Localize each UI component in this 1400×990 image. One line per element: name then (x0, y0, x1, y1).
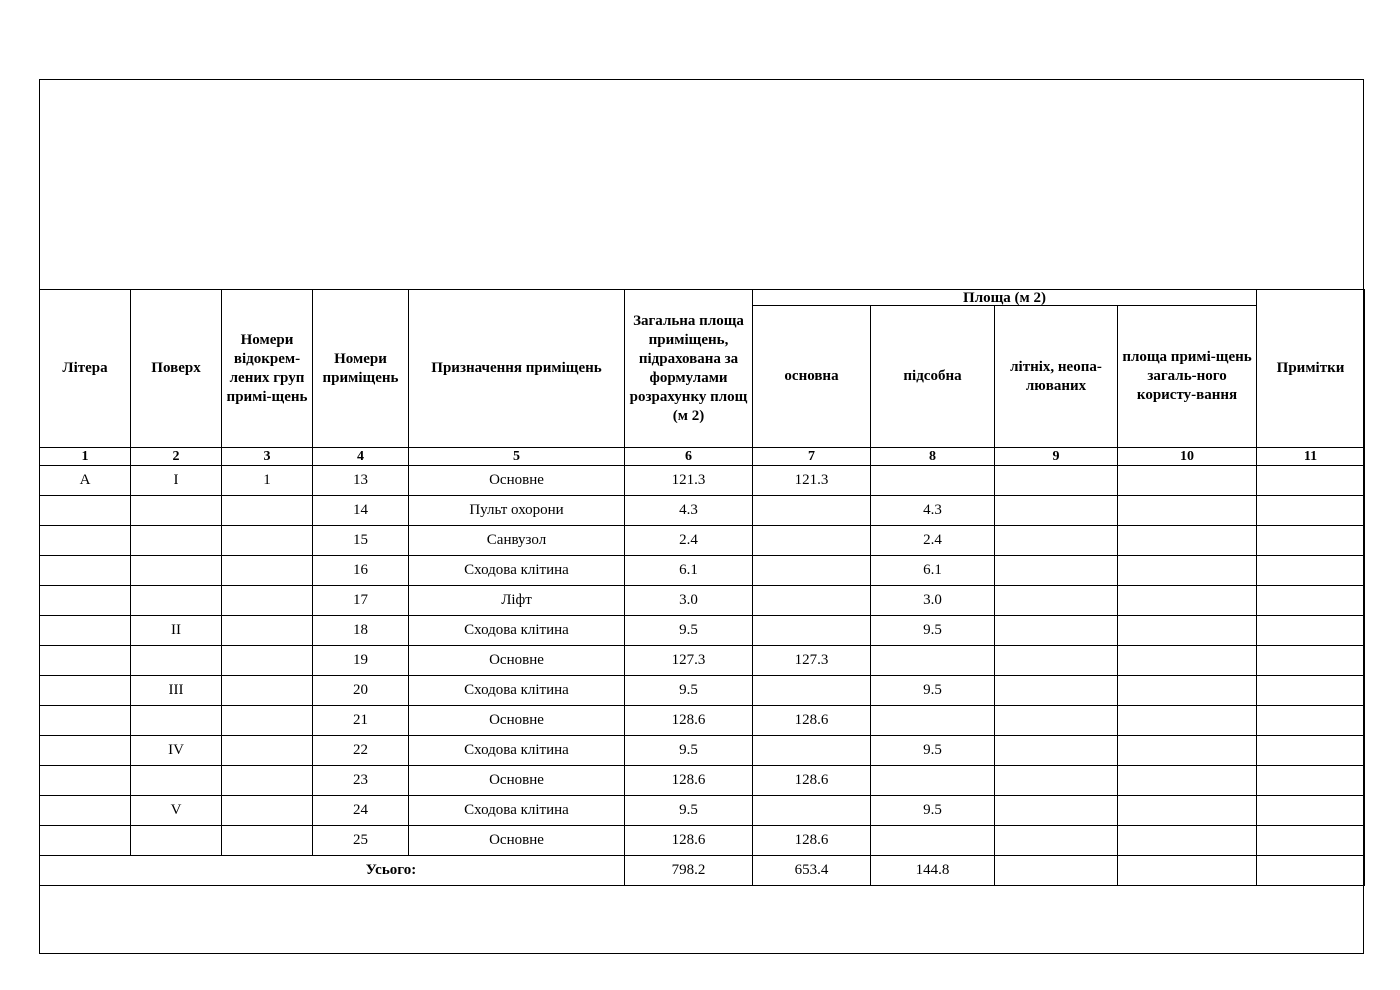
column-number: 1 (40, 448, 131, 466)
cell-room-number: 15 (313, 526, 409, 556)
cell-purpose: Сходова клітина (409, 736, 625, 766)
cell-purpose: Основне (409, 466, 625, 496)
cell-main-area: 121.3 (753, 466, 871, 496)
cell-poverkh: IV (131, 736, 222, 766)
total-auxiliary-area: 144.8 (871, 856, 995, 886)
cell-common-area (1118, 616, 1257, 646)
table-row (40, 466, 1365, 496)
cell-notes (1257, 526, 1365, 556)
total-general-area: 798.2 (625, 856, 753, 886)
total-unheated-area (995, 856, 1118, 886)
cell-purpose: Ліфт (409, 586, 625, 616)
cell-main-area (753, 496, 871, 526)
total-notes (1257, 856, 1365, 886)
cell-auxiliary-area: 6.1 (871, 556, 995, 586)
cell-auxiliary-area (871, 646, 995, 676)
cell-total-area: 9.5 (625, 676, 753, 706)
cell-common-area (1118, 556, 1257, 586)
cell-total-area: 9.5 (625, 796, 753, 826)
cell-unheated-area (995, 556, 1118, 586)
table-row (40, 526, 1365, 556)
header-poverkh: Поверх (131, 290, 222, 448)
cell-main-area (753, 556, 871, 586)
column-number: 6 (625, 448, 753, 466)
table-row (40, 496, 1365, 526)
cell-group-number (222, 496, 313, 526)
cell-group-number (222, 526, 313, 556)
cell-common-area (1118, 526, 1257, 556)
cell-litera (40, 826, 131, 856)
cell-auxiliary-area (871, 706, 995, 736)
cell-poverkh (131, 826, 222, 856)
cell-notes (1257, 676, 1365, 706)
cell-auxiliary-area: 2.4 (871, 526, 995, 556)
cell-litera (40, 796, 131, 826)
header-group-numbers: Номери відокрем-лених груп примі-щень (222, 290, 313, 448)
cell-litera (40, 646, 131, 676)
cell-purpose: Основне (409, 646, 625, 676)
cell-room-number: 14 (313, 496, 409, 526)
table-row (40, 556, 1365, 586)
cell-auxiliary-area (871, 766, 995, 796)
cell-group-number (222, 586, 313, 616)
header-purpose: Призначення приміщень (409, 290, 625, 448)
cell-unheated-area (995, 616, 1118, 646)
cell-auxiliary-area (871, 466, 995, 496)
cell-main-area: 128.6 (753, 706, 871, 736)
header-auxiliary-area: підсобна (871, 306, 995, 448)
cell-total-area: 128.6 (625, 766, 753, 796)
cell-room-number: 20 (313, 676, 409, 706)
cell-total-area: 3.0 (625, 586, 753, 616)
cell-auxiliary-area: 4.3 (871, 496, 995, 526)
column-number: 7 (753, 448, 871, 466)
cell-litera (40, 766, 131, 796)
cell-unheated-area (995, 496, 1118, 526)
cell-common-area (1118, 766, 1257, 796)
table-row (40, 826, 1365, 856)
cell-litera (40, 496, 131, 526)
table-row (40, 586, 1365, 616)
cell-auxiliary-area: 9.5 (871, 676, 995, 706)
cell-group-number (222, 676, 313, 706)
header-notes: Примітки (1257, 290, 1365, 448)
column-number: 4 (313, 448, 409, 466)
cell-auxiliary-area: 9.5 (871, 616, 995, 646)
cell-notes (1257, 766, 1365, 796)
cell-notes (1257, 496, 1365, 526)
cell-main-area (753, 586, 871, 616)
cell-notes (1257, 586, 1365, 616)
cell-total-area: 127.3 (625, 646, 753, 676)
cell-litera (40, 676, 131, 706)
cell-auxiliary-area (871, 826, 995, 856)
cell-purpose: Сходова клітина (409, 676, 625, 706)
cell-unheated-area (995, 586, 1118, 616)
cell-main-area: 128.6 (753, 826, 871, 856)
cell-main-area (753, 736, 871, 766)
cell-room-number: 23 (313, 766, 409, 796)
table-row (40, 736, 1365, 766)
cell-total-area: 128.6 (625, 826, 753, 856)
total-label: Усього: (40, 856, 625, 886)
header-common-area: площа примі-щень загаль-ного користу-вання (1118, 306, 1257, 448)
cell-notes (1257, 736, 1365, 766)
cell-litera (40, 526, 131, 556)
table-row (40, 796, 1365, 826)
cell-total-area: 121.3 (625, 466, 753, 496)
total-row (40, 856, 1365, 886)
total-main-area: 653.4 (753, 856, 871, 886)
cell-room-number: 24 (313, 796, 409, 826)
cell-purpose: Основне (409, 766, 625, 796)
cell-purpose: Сходова клітина (409, 556, 625, 586)
header-room-numbers: Номери приміщень (313, 290, 409, 448)
cell-unheated-area (995, 526, 1118, 556)
table-row (40, 766, 1365, 796)
cell-unheated-area (995, 466, 1118, 496)
cell-purpose: Сходова клітина (409, 796, 625, 826)
cell-room-number: 16 (313, 556, 409, 586)
cell-group-number (222, 646, 313, 676)
room-area-table (39, 289, 1365, 886)
cell-main-area (753, 796, 871, 826)
cell-common-area (1118, 586, 1257, 616)
cell-group-number (222, 706, 313, 736)
cell-notes (1257, 826, 1365, 856)
cell-poverkh: ІІ (131, 616, 222, 646)
column-number: 5 (409, 448, 625, 466)
cell-poverkh: V (131, 796, 222, 826)
cell-room-number: 18 (313, 616, 409, 646)
cell-unheated-area (995, 736, 1118, 766)
cell-purpose: Сходова клітина (409, 616, 625, 646)
cell-room-number: 13 (313, 466, 409, 496)
cell-common-area (1118, 466, 1257, 496)
cell-litera: А (40, 466, 131, 496)
cell-litera (40, 556, 131, 586)
cell-room-number: 21 (313, 706, 409, 736)
cell-poverkh (131, 586, 222, 616)
total-common-area (1118, 856, 1257, 886)
cell-poverkh: ІІІ (131, 676, 222, 706)
table-row (40, 616, 1365, 646)
cell-notes (1257, 556, 1365, 586)
table-row (40, 646, 1365, 676)
cell-purpose: Основне (409, 826, 625, 856)
cell-poverkh (131, 646, 222, 676)
cell-notes (1257, 706, 1365, 736)
cell-room-number: 19 (313, 646, 409, 676)
cell-room-number: 22 (313, 736, 409, 766)
cell-total-area: 9.5 (625, 616, 753, 646)
cell-common-area (1118, 706, 1257, 736)
column-number: 9 (995, 448, 1118, 466)
cell-purpose: Санвузол (409, 526, 625, 556)
cell-common-area (1118, 676, 1257, 706)
cell-common-area (1118, 496, 1257, 526)
column-number: 2 (131, 448, 222, 466)
cell-poverkh: І (131, 466, 222, 496)
cell-notes (1257, 796, 1365, 826)
column-number: 8 (871, 448, 995, 466)
cell-unheated-area (995, 766, 1118, 796)
cell-main-area (753, 526, 871, 556)
cell-litera (40, 586, 131, 616)
cell-group-number (222, 616, 313, 646)
cell-unheated-area (995, 796, 1118, 826)
cell-group-number (222, 796, 313, 826)
cell-litera (40, 616, 131, 646)
cell-group-number (222, 556, 313, 586)
cell-common-area (1118, 736, 1257, 766)
cell-total-area: 6.1 (625, 556, 753, 586)
header-main-area: основна (753, 306, 871, 448)
cell-total-area: 2.4 (625, 526, 753, 556)
cell-total-area: 9.5 (625, 736, 753, 766)
column-number-row (40, 448, 1365, 466)
header-total-area: Загальна площа приміщень, підрахована за формулами розрахунку площ (м 2) (625, 290, 753, 448)
column-number: 10 (1118, 448, 1257, 466)
cell-unheated-area (995, 646, 1118, 676)
cell-common-area (1118, 796, 1257, 826)
cell-common-area (1118, 826, 1257, 856)
header-unheated-area: літніх, неопа-люваних (995, 306, 1118, 448)
cell-notes (1257, 466, 1365, 496)
cell-total-area: 4.3 (625, 496, 753, 526)
cell-main-area: 128.6 (753, 766, 871, 796)
cell-auxiliary-area: 9.5 (871, 736, 995, 766)
cell-poverkh (131, 496, 222, 526)
table-row (40, 676, 1365, 706)
cell-main-area: 127.3 (753, 646, 871, 676)
cell-auxiliary-area: 9.5 (871, 796, 995, 826)
cell-total-area: 128.6 (625, 706, 753, 736)
cell-notes (1257, 646, 1365, 676)
cell-litera (40, 736, 131, 766)
cell-poverkh (131, 706, 222, 736)
header-area-group: Площа (м 2) (753, 290, 1257, 306)
cell-common-area (1118, 646, 1257, 676)
cell-purpose: Основне (409, 706, 625, 736)
cell-room-number: 17 (313, 586, 409, 616)
cell-main-area (753, 616, 871, 646)
cell-purpose: Пульт охорони (409, 496, 625, 526)
cell-room-number: 25 (313, 826, 409, 856)
column-number: 11 (1257, 448, 1365, 466)
cell-group-number: 1 (222, 466, 313, 496)
cell-main-area (753, 676, 871, 706)
column-number: 3 (222, 448, 313, 466)
cell-poverkh (131, 766, 222, 796)
cell-poverkh (131, 556, 222, 586)
cell-group-number (222, 826, 313, 856)
header-litera: Літера (40, 290, 131, 448)
cell-poverkh (131, 526, 222, 556)
cell-unheated-area (995, 826, 1118, 856)
cell-unheated-area (995, 676, 1118, 706)
cell-group-number (222, 736, 313, 766)
cell-auxiliary-area: 3.0 (871, 586, 995, 616)
cell-unheated-area (995, 706, 1118, 736)
cell-group-number (222, 766, 313, 796)
cell-notes (1257, 616, 1365, 646)
cell-litera (40, 706, 131, 736)
table-row (40, 706, 1365, 736)
